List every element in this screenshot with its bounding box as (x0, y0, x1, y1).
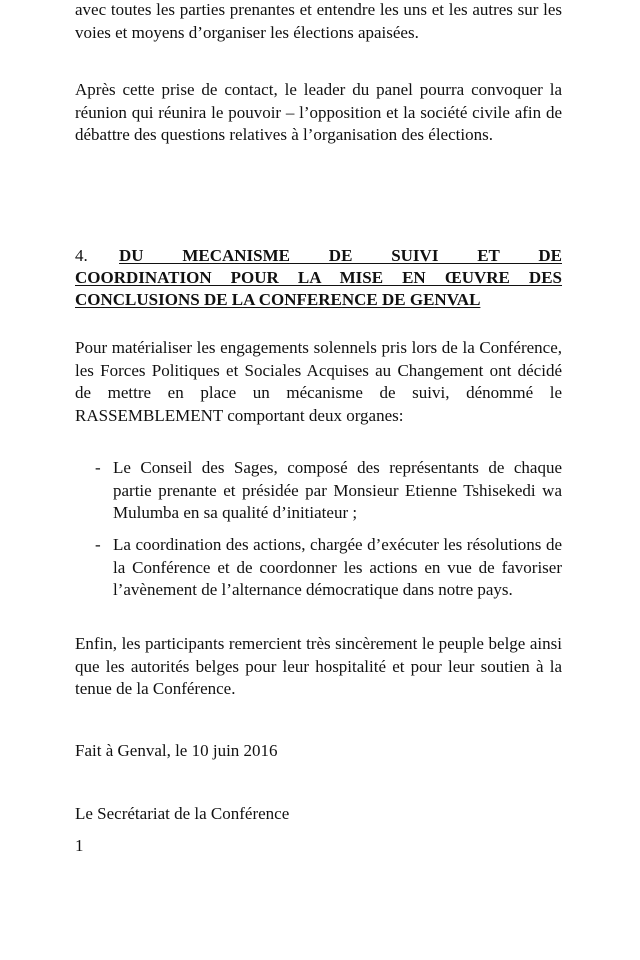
section-title-line-2: COORDINATION POUR LA MISE EN ŒUVRE DES (75, 268, 562, 287)
mechanism-paragraph: Pour matérialiser les engagements solennels pris lors de la Conférence, les Forces Politiques et Sociales Acquises au Changement ont décidé de mettre en place un mécanisme de suivi, dénommé le RASSEMBLEMENT comportant deux organes: (75, 338, 562, 425)
list-item-text: Le Conseil des Sages, composé des représentants de chaque partie prenante et présidée par Monsieur Etienne Tshisekedi wa Mulumba en sa qualité d’initiateur ; (113, 458, 562, 523)
place-date: Fait à Genval, le 10 juin 2016 (75, 741, 278, 760)
bullet-dash: - (95, 535, 101, 554)
list-item (75, 457, 562, 525)
list-item-text: La coordination des actions, chargée d’exécuter les résolutions de la Conférence et de coordonner les actions en vue de favoriser l’avènement de l’alternance démocratique dans notre pays. (113, 535, 562, 600)
thanks-paragraph: Enfin, les participants remercient très sincèrement le peuple belge ainsi que les autorités belges pour leur hospitalité et pour leur soutien à la tenue de la Conférence. (75, 634, 562, 699)
page-number: 1 (75, 836, 84, 855)
list-item (75, 534, 562, 602)
section-number: 4. (75, 246, 88, 265)
section-4-heading (75, 245, 562, 311)
section-title-line-1: DU MECANISME DE SUIVI ET DE (119, 246, 562, 265)
intro-tail-paragraph: avec toutes les parties prenantes et entendre les uns et les autres sur les voies et moyens d’organiser les élections apaisées. (75, 0, 562, 42)
section-title-line-3: CONCLUSIONS DE LA CONFERENCE DE GENVAL (75, 290, 481, 309)
signatory: Le Secrétariat de la Conférence (75, 804, 290, 823)
contact-paragraph: Après cette prise de contact, le leader du panel pourra convoquer la réunion qui réunira le pouvoir – l’opposition et la société civile afin de débattre des questions relatives à l’organisation des élections. (75, 80, 562, 145)
bullet-dash: - (95, 458, 101, 477)
